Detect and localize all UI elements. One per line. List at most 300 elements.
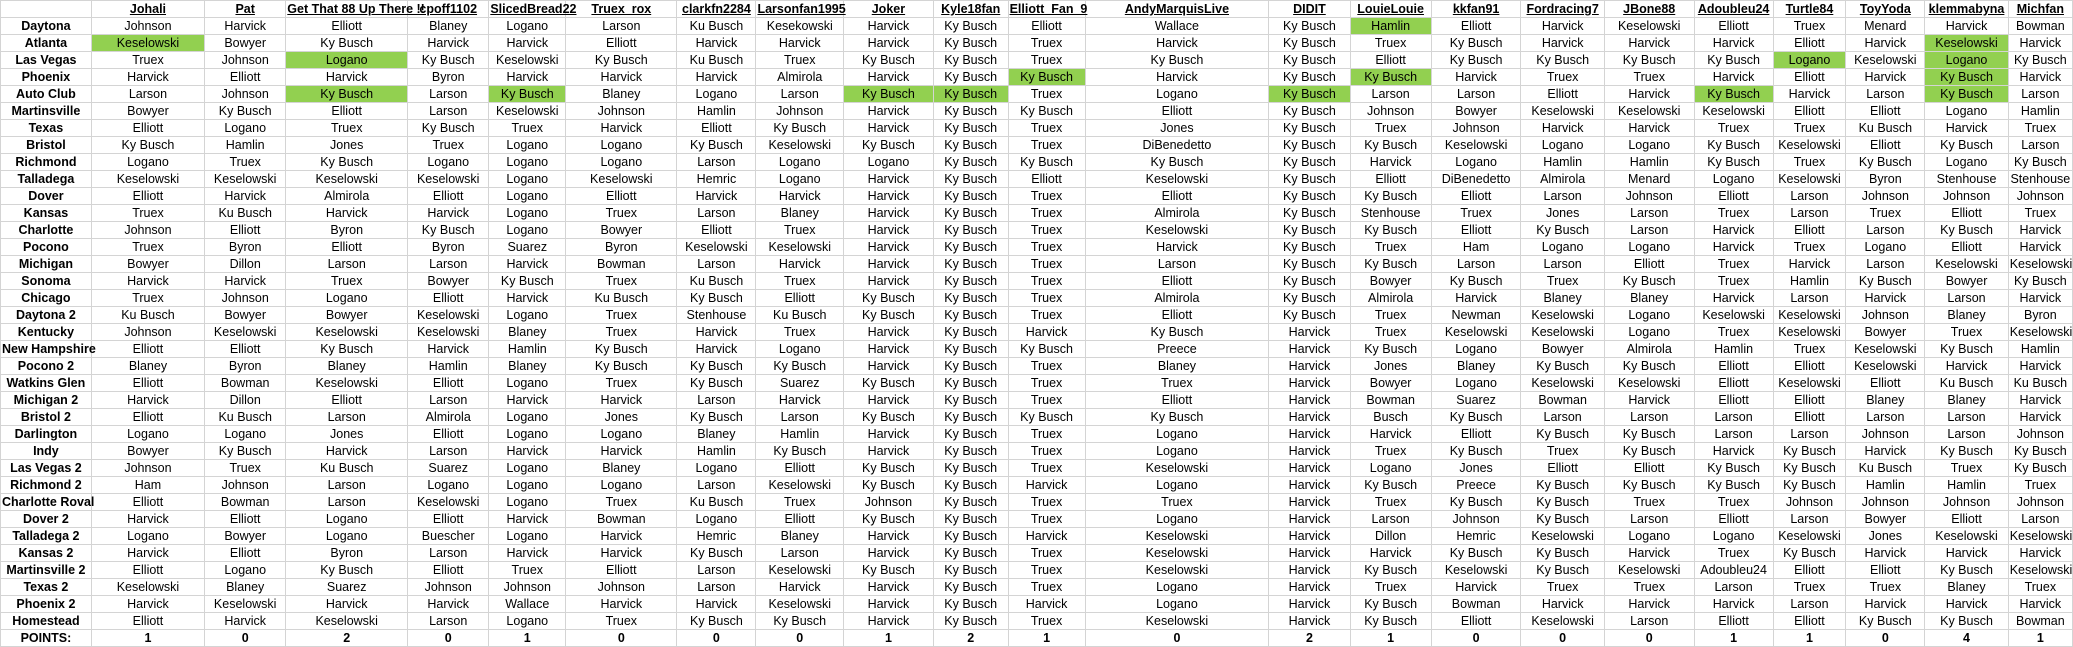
pick-cell[interactable]: Truex — [1925, 460, 2008, 477]
pick-cell[interactable]: Logano — [1431, 154, 1521, 171]
pick-cell[interactable]: Hemric — [1431, 528, 1521, 545]
pick-cell[interactable]: Larson — [1846, 256, 1925, 273]
pick-cell[interactable]: Byron — [2008, 307, 2072, 324]
pick-cell[interactable]: Larson — [408, 256, 489, 273]
pick-cell[interactable]: Logano — [489, 613, 566, 630]
pick-cell[interactable]: Keselowski — [408, 494, 489, 511]
pick-cell[interactable]: Elliott — [1085, 103, 1269, 120]
pick-cell[interactable]: Logano — [286, 290, 408, 307]
pick-cell[interactable]: Keselowski — [1085, 562, 1269, 579]
pick-cell[interactable]: Ky Busch — [1431, 443, 1521, 460]
pick-cell[interactable]: Bowman — [1350, 392, 1431, 409]
pick-cell[interactable]: Elliott — [1773, 392, 1846, 409]
pick-cell[interactable]: Ky Busch — [1604, 52, 1694, 69]
pick-cell[interactable]: Blaney — [489, 358, 566, 375]
pick-cell[interactable]: Ky Busch — [2008, 273, 2072, 290]
pick-cell[interactable]: Harvick — [1925, 18, 2008, 35]
pick-cell[interactable]: Larson — [1604, 613, 1694, 630]
pick-cell[interactable]: Truex — [1604, 69, 1694, 86]
pick-cell[interactable]: Stenhouse — [1925, 171, 2008, 188]
pick-cell[interactable]: Keselowski — [1604, 562, 1694, 579]
pick-cell[interactable]: Logano — [489, 154, 566, 171]
pick-cell[interactable]: Truex — [1521, 69, 1604, 86]
pick-cell[interactable]: Ky Busch — [933, 613, 1008, 630]
pick-cell[interactable]: Harvick — [844, 273, 934, 290]
pick-cell[interactable]: Harvick — [566, 545, 677, 562]
pick-cell[interactable]: Harvick — [286, 69, 408, 86]
pick-cell[interactable]: Keselowski — [205, 171, 286, 188]
pick-cell[interactable]: Bowyer — [91, 443, 204, 460]
pick-cell[interactable]: Ky Busch — [286, 341, 408, 358]
pick-cell[interactable]: Bowman — [1521, 392, 1604, 409]
pick-cell[interactable]: Jones — [1846, 528, 1925, 545]
pick-cell[interactable]: Logano — [408, 154, 489, 171]
points-cell[interactable]: 0 — [566, 630, 677, 647]
pick-cell[interactable]: Harvick — [844, 528, 934, 545]
pick-cell[interactable]: Truex — [566, 375, 677, 392]
pick-cell[interactable]: Elliott — [286, 18, 408, 35]
pick-cell[interactable]: Larson — [1773, 511, 1846, 528]
pick-cell[interactable]: Harvick — [489, 256, 566, 273]
pick-cell[interactable]: Johnson — [1431, 120, 1521, 137]
pick-cell[interactable]: Ky Busch — [1269, 290, 1350, 307]
pick-cell[interactable]: Buescher — [408, 528, 489, 545]
pick-cell[interactable]: Keselowski — [756, 477, 844, 494]
pick-cell[interactable]: Ky Busch — [844, 409, 934, 426]
pick-cell[interactable]: Johnson — [1846, 494, 1925, 511]
pick-cell[interactable]: Logano — [756, 171, 844, 188]
pick-cell[interactable]: Larson — [286, 477, 408, 494]
player-header[interactable]: Turtle84 — [1773, 1, 1846, 18]
pick-cell[interactable]: Elliott — [1694, 511, 1773, 528]
pick-cell[interactable]: Logano — [1604, 239, 1694, 256]
pick-cell[interactable]: Ky Busch — [756, 443, 844, 460]
pick-cell[interactable]: Ky Busch — [933, 307, 1008, 324]
pick-cell[interactable]: Harvick — [1085, 239, 1269, 256]
pick-cell[interactable]: Johnson — [91, 222, 204, 239]
pick-cell[interactable]: Ku Busch — [286, 460, 408, 477]
pick-cell[interactable]: Elliott — [566, 188, 677, 205]
pick-cell[interactable]: Logano — [489, 494, 566, 511]
pick-cell[interactable]: Larson — [1604, 205, 1694, 222]
pick-cell[interactable]: Larson — [2008, 511, 2072, 528]
pick-cell[interactable]: Keselowski — [1085, 171, 1269, 188]
pick-cell[interactable]: Keselowski — [1846, 52, 1925, 69]
pick-cell[interactable]: Harvick — [1431, 290, 1521, 307]
pick-cell[interactable]: Truex — [1773, 154, 1846, 171]
pick-cell[interactable]: Ky Busch — [1269, 205, 1350, 222]
pick-cell[interactable]: Elliott — [677, 120, 756, 137]
pick-cell[interactable]: Almirola — [408, 409, 489, 426]
pick-cell[interactable]: Ku Busch — [2008, 375, 2072, 392]
pick-cell[interactable]: Harvick — [677, 324, 756, 341]
pick-cell[interactable]: Harvick — [1431, 579, 1521, 596]
pick-cell[interactable]: Harvick — [1694, 222, 1773, 239]
pick-cell[interactable]: Bowyer — [1925, 273, 2008, 290]
pick-cell[interactable]: Truex — [566, 324, 677, 341]
pick-cell[interactable]: Keselowski — [1431, 137, 1521, 154]
pick-cell[interactable]: Keselowski — [1521, 613, 1604, 630]
race-name-cell[interactable]: Atlanta — [1, 35, 92, 52]
pick-cell[interactable]: Keselowski — [1773, 375, 1846, 392]
pick-cell[interactable]: Keselowski — [408, 307, 489, 324]
pick-cell[interactable]: Ku Busch — [1925, 375, 2008, 392]
pick-cell[interactable]: Truex — [1604, 579, 1694, 596]
pick-cell[interactable]: Logano — [91, 426, 204, 443]
pick-cell[interactable]: Logano — [91, 528, 204, 545]
pick-cell[interactable]: Almirola — [1350, 290, 1431, 307]
race-name-cell[interactable]: Charlotte — [1, 222, 92, 239]
pick-cell[interactable]: Ky Busch — [286, 154, 408, 171]
pick-cell[interactable]: Keselowski — [756, 239, 844, 256]
player-header[interactable]: Johali — [91, 1, 204, 18]
pick-cell[interactable]: Keselowski — [1521, 307, 1604, 324]
pick-cell[interactable]: Harvick — [1846, 35, 1925, 52]
pick-cell[interactable]: Ky Busch — [933, 171, 1008, 188]
pick-cell[interactable]: Keselowski — [91, 579, 204, 596]
pick-cell[interactable]: Elliott — [566, 35, 677, 52]
pick-cell[interactable]: Logano — [1085, 511, 1269, 528]
race-name-cell[interactable]: Texas — [1, 120, 92, 137]
pick-cell[interactable]: Truex — [1350, 120, 1431, 137]
race-name-cell[interactable]: Richmond — [1, 154, 92, 171]
pick-cell[interactable]: Logano — [489, 528, 566, 545]
pick-cell[interactable]: Truex — [2008, 120, 2072, 137]
pick-cell[interactable]: Elliott — [91, 613, 204, 630]
pick-cell[interactable]: Truex — [489, 120, 566, 137]
pick-cell[interactable]: Bowman — [205, 375, 286, 392]
pick-cell[interactable]: Truex — [1846, 205, 1925, 222]
pick-cell[interactable]: Logano — [205, 120, 286, 137]
pick-cell[interactable]: Harvick — [1846, 596, 1925, 613]
pick-cell[interactable]: Truex — [1008, 205, 1085, 222]
race-name-cell[interactable]: Kentucky — [1, 324, 92, 341]
pick-cell[interactable]: Jones — [286, 137, 408, 154]
pick-cell[interactable]: Harvick — [91, 69, 204, 86]
pick-cell[interactable]: Ky Busch — [677, 290, 756, 307]
pick-cell[interactable]: Harvick — [1846, 545, 1925, 562]
pick-cell[interactable]: Ky Busch — [933, 426, 1008, 443]
pick-cell[interactable]: Blaney — [1521, 290, 1604, 307]
pick-cell[interactable]: Blaney — [205, 579, 286, 596]
pick-cell[interactable]: Truex — [1846, 579, 1925, 596]
pick-cell[interactable]: Harvick — [489, 35, 566, 52]
race-name-cell[interactable]: Talladega 2 — [1, 528, 92, 545]
pick-cell[interactable]: Harvick — [408, 205, 489, 222]
race-name-cell[interactable]: Phoenix — [1, 69, 92, 86]
pick-cell[interactable]: DiBenedetto — [1085, 137, 1269, 154]
pick-cell[interactable]: Ky Busch — [1269, 69, 1350, 86]
race-name-cell[interactable]: Watkins Glen — [1, 375, 92, 392]
pick-cell[interactable]: Harvick — [844, 613, 934, 630]
pick-cell[interactable]: Hamlin — [2008, 341, 2072, 358]
race-name-cell[interactable]: Homestead — [1, 613, 92, 630]
pick-cell[interactable]: Bowyer — [286, 307, 408, 324]
pick-cell[interactable]: Keselowski — [1431, 562, 1521, 579]
pick-cell[interactable]: Ky Busch — [566, 341, 677, 358]
pick-cell[interactable]: Harvick — [1925, 596, 2008, 613]
player-header[interactable]: Kyle18fan — [933, 1, 1008, 18]
pick-cell[interactable]: Harvick — [844, 392, 934, 409]
pick-cell[interactable]: Ky Busch — [1085, 52, 1269, 69]
pick-cell[interactable]: Ky Busch — [1431, 52, 1521, 69]
pick-cell[interactable]: Harvick — [844, 69, 934, 86]
pick-cell[interactable]: Adoubleu24 — [1694, 562, 1773, 579]
race-name-cell[interactable]: Kansas 2 — [1, 545, 92, 562]
pick-cell[interactable]: Larson — [1694, 409, 1773, 426]
pick-cell[interactable]: Ky Busch — [1694, 52, 1773, 69]
pick-cell[interactable]: Elliott — [566, 562, 677, 579]
pick-cell[interactable]: Jones — [1085, 120, 1269, 137]
pick-cell[interactable]: Ky Busch — [1925, 69, 2008, 86]
pick-cell[interactable]: Elliott — [91, 375, 204, 392]
pick-cell[interactable]: Logano — [91, 154, 204, 171]
pick-cell[interactable]: Truex — [1008, 120, 1085, 137]
pick-cell[interactable]: Truex — [1773, 579, 1846, 596]
pick-cell[interactable]: Almirola — [1521, 171, 1604, 188]
pick-cell[interactable]: Harvick — [1925, 358, 2008, 375]
pick-cell[interactable]: Truex — [756, 222, 844, 239]
pick-cell[interactable]: Harvick — [1269, 494, 1350, 511]
pick-cell[interactable]: Elliott — [1085, 273, 1269, 290]
pick-cell[interactable]: Larson — [1521, 256, 1604, 273]
pick-cell[interactable]: Ky Busch — [844, 375, 934, 392]
pick-cell[interactable]: Bowyer — [566, 222, 677, 239]
pick-cell[interactable]: Elliott — [1846, 103, 1925, 120]
pick-cell[interactable]: Johnson — [205, 290, 286, 307]
pick-cell[interactable]: Ky Busch — [205, 443, 286, 460]
pick-cell[interactable]: Elliott — [91, 494, 204, 511]
pick-cell[interactable]: Elliott — [1431, 222, 1521, 239]
pick-cell[interactable]: Ky Busch — [1269, 188, 1350, 205]
pick-cell[interactable]: Harvick — [2008, 222, 2072, 239]
pick-cell[interactable]: Elliott — [91, 341, 204, 358]
pick-cell[interactable]: Truex — [91, 290, 204, 307]
pick-cell[interactable]: Ku Busch — [677, 494, 756, 511]
pick-cell[interactable]: Larson — [1350, 511, 1431, 528]
pick-cell[interactable]: DiBenedetto — [1431, 171, 1521, 188]
pick-cell[interactable]: Harvick — [1521, 18, 1604, 35]
pick-cell[interactable]: Wallace — [1085, 18, 1269, 35]
pick-cell[interactable]: Elliott — [1431, 188, 1521, 205]
pick-cell[interactable]: Keselowski — [1604, 375, 1694, 392]
pick-cell[interactable]: Harvick — [1008, 477, 1085, 494]
pick-cell[interactable]: Harvick — [1604, 596, 1694, 613]
pick-cell[interactable]: Ky Busch — [1085, 409, 1269, 426]
pick-cell[interactable]: Blaney — [489, 324, 566, 341]
pick-cell[interactable]: Harvick — [91, 273, 204, 290]
pick-cell[interactable]: Ky Busch — [1521, 562, 1604, 579]
player-header[interactable]: Adoubleu24 — [1694, 1, 1773, 18]
race-name-cell[interactable]: Dover — [1, 188, 92, 205]
pick-cell[interactable]: Logano — [489, 205, 566, 222]
points-cell[interactable]: 1 — [2008, 630, 2072, 647]
pick-cell[interactable]: Truex — [2008, 579, 2072, 596]
points-cell[interactable]: 0 — [677, 630, 756, 647]
pick-cell[interactable]: Ky Busch — [2008, 52, 2072, 69]
pick-cell[interactable]: Harvick — [1604, 86, 1694, 103]
pick-cell[interactable]: Harvick — [489, 290, 566, 307]
pick-cell[interactable]: Logano — [489, 137, 566, 154]
pick-cell[interactable]: Logano — [756, 341, 844, 358]
pick-cell[interactable]: Keselowski — [1925, 35, 2008, 52]
pick-cell[interactable]: Johnson — [91, 460, 204, 477]
pick-cell[interactable]: Ky Busch — [933, 596, 1008, 613]
pick-cell[interactable]: Elliott — [756, 511, 844, 528]
pick-cell[interactable]: Ky Busch — [1846, 154, 1925, 171]
pick-cell[interactable]: Keselowski — [1085, 545, 1269, 562]
pick-cell[interactable]: Keselowski — [1846, 358, 1925, 375]
pick-cell[interactable]: Harvick — [1269, 375, 1350, 392]
pick-cell[interactable]: Larson — [1085, 256, 1269, 273]
race-name-cell[interactable]: Daytona — [1, 18, 92, 35]
pick-cell[interactable]: Harvick — [1925, 545, 2008, 562]
pick-cell[interactable]: Harvick — [1521, 35, 1604, 52]
pick-cell[interactable]: Logano — [756, 154, 844, 171]
pick-cell[interactable]: Logano — [489, 171, 566, 188]
pick-cell[interactable]: Harvick — [1694, 69, 1773, 86]
pick-cell[interactable]: Ky Busch — [933, 256, 1008, 273]
pick-cell[interactable]: Preece — [1085, 341, 1269, 358]
pick-cell[interactable]: Ky Busch — [1694, 477, 1773, 494]
pick-cell[interactable]: Logano — [1085, 579, 1269, 596]
player-header[interactable]: DIDIT — [1269, 1, 1350, 18]
pick-cell[interactable]: Bowyer — [1521, 341, 1604, 358]
pick-cell[interactable]: Larson — [1925, 426, 2008, 443]
pick-cell[interactable]: Harvick — [844, 239, 934, 256]
race-name-cell[interactable]: Michigan — [1, 256, 92, 273]
pick-cell[interactable]: Hamlin — [1694, 341, 1773, 358]
pick-cell[interactable]: Blaney — [1085, 358, 1269, 375]
pick-cell[interactable]: Elliott — [1846, 562, 1925, 579]
pick-cell[interactable]: Truex — [1694, 545, 1773, 562]
pick-cell[interactable]: Ku Busch — [677, 273, 756, 290]
pick-cell[interactable]: Harvick — [844, 171, 934, 188]
pick-cell[interactable]: Larson — [1604, 222, 1694, 239]
pick-cell[interactable]: Ky Busch — [933, 324, 1008, 341]
pick-cell[interactable]: Harvick — [566, 528, 677, 545]
player-header[interactable]: klemmabyna — [1925, 1, 2008, 18]
pick-cell[interactable]: Truex — [91, 52, 204, 69]
pick-cell[interactable]: Truex — [1008, 256, 1085, 273]
pick-cell[interactable]: Truex — [1350, 239, 1431, 256]
pick-cell[interactable]: Ky Busch — [933, 205, 1008, 222]
pick-cell[interactable]: Larson — [1925, 409, 2008, 426]
pick-cell[interactable]: Ky Busch — [933, 477, 1008, 494]
pick-cell[interactable]: Keselowski — [489, 103, 566, 120]
pick-cell[interactable]: Truex — [1773, 341, 1846, 358]
pick-cell[interactable]: Ky Busch — [933, 52, 1008, 69]
pick-cell[interactable]: Ky Busch — [1925, 137, 2008, 154]
pick-cell[interactable]: Hamlin — [1925, 477, 2008, 494]
pick-cell[interactable]: Blaney — [1925, 307, 2008, 324]
pick-cell[interactable]: Keselowski — [91, 35, 204, 52]
pick-cell[interactable]: Ky Busch — [1604, 358, 1694, 375]
pick-cell[interactable]: Truex — [1008, 35, 1085, 52]
pick-cell[interactable]: Harvick — [489, 443, 566, 460]
pick-cell[interactable]: Suarez — [489, 239, 566, 256]
pick-cell[interactable]: Elliott — [756, 460, 844, 477]
pick-cell[interactable]: Ky Busch — [1269, 307, 1350, 324]
pick-cell[interactable]: Blaney — [677, 426, 756, 443]
pick-cell[interactable]: Keselowski — [1694, 103, 1773, 120]
pick-cell[interactable]: Ky Busch — [933, 375, 1008, 392]
pick-cell[interactable]: Logano — [205, 426, 286, 443]
pick-cell[interactable]: Blaney — [1846, 392, 1925, 409]
pick-cell[interactable]: Elliott — [91, 188, 204, 205]
race-name-cell[interactable]: Charlotte Roval — [2, 495, 95, 509]
pick-cell[interactable]: Harvick — [1269, 358, 1350, 375]
pick-cell[interactable]: Harvick — [1694, 290, 1773, 307]
pick-cell[interactable]: Keselowski — [1694, 307, 1773, 324]
pick-cell[interactable]: Hamlin — [1604, 154, 1694, 171]
points-cell[interactable]: 2 — [933, 630, 1008, 647]
pick-cell[interactable]: Truex — [1694, 324, 1773, 341]
pick-cell[interactable]: Elliott — [408, 375, 489, 392]
pick-cell[interactable]: Truex — [1008, 426, 1085, 443]
pick-cell[interactable]: Ky Busch — [286, 35, 408, 52]
pick-cell[interactable]: Harvick — [1846, 443, 1925, 460]
pick-cell[interactable]: Elliott — [1431, 613, 1521, 630]
pick-cell[interactable]: Menard — [1846, 18, 1925, 35]
pick-cell[interactable]: Harvick — [1773, 86, 1846, 103]
pick-cell[interactable]: Jones — [1521, 205, 1604, 222]
pick-cell[interactable]: Elliott — [408, 290, 489, 307]
pick-cell[interactable]: Kesekowski — [756, 18, 844, 35]
pick-cell[interactable]: Logano — [1604, 324, 1694, 341]
pick-cell[interactable]: Ky Busch — [1008, 154, 1085, 171]
pick-cell[interactable]: Ky Busch — [1925, 341, 2008, 358]
race-name-cell[interactable]: Bristol 2 — [1, 409, 92, 426]
pick-cell[interactable]: Harvick — [1846, 290, 1925, 307]
pick-cell[interactable]: Harvick — [1350, 545, 1431, 562]
pick-cell[interactable]: Byron — [408, 69, 489, 86]
pick-cell[interactable]: Truex — [1008, 307, 1085, 324]
pick-cell[interactable]: Ky Busch — [1008, 103, 1085, 120]
pick-cell[interactable]: Harvick — [1008, 324, 1085, 341]
points-label-cell[interactable]: POINTS: — [1, 630, 92, 647]
pick-cell[interactable]: Ky Busch — [1773, 443, 1846, 460]
pick-cell[interactable]: Ku Busch — [205, 409, 286, 426]
pick-cell[interactable]: Truex — [1925, 324, 2008, 341]
pick-cell[interactable]: Ky Busch — [286, 86, 408, 103]
pick-cell[interactable]: Ky Busch — [286, 562, 408, 579]
pick-cell[interactable]: Larson — [1925, 290, 2008, 307]
pick-cell[interactable]: Larson — [286, 494, 408, 511]
pick-cell[interactable]: Truex — [566, 494, 677, 511]
pick-cell[interactable]: Harvick — [1269, 443, 1350, 460]
pick-cell[interactable]: Logano — [1604, 528, 1694, 545]
pick-cell[interactable]: Johnson — [1350, 103, 1431, 120]
pick-cell[interactable]: Blaney — [1604, 290, 1694, 307]
pick-cell[interactable]: Ky Busch — [1269, 256, 1350, 273]
pick-cell[interactable]: Harvick — [566, 120, 677, 137]
pick-cell[interactable]: Truex — [1085, 375, 1269, 392]
player-header[interactable]: kkfan91 — [1431, 1, 1521, 18]
pick-cell[interactable]: Harvick — [1694, 596, 1773, 613]
pick-cell[interactable]: Bowyer — [1350, 273, 1431, 290]
pick-cell[interactable]: Logano — [844, 154, 934, 171]
pick-cell[interactable]: Larson — [1431, 256, 1521, 273]
pick-cell[interactable]: Harvick — [205, 613, 286, 630]
pick-cell[interactable]: Keselowski — [1773, 137, 1846, 154]
pick-cell[interactable]: Harvick — [91, 545, 204, 562]
pick-cell[interactable]: Larson — [677, 392, 756, 409]
pick-cell[interactable]: Ky Busch — [489, 273, 566, 290]
pick-cell[interactable]: Ky Busch — [933, 443, 1008, 460]
pick-cell[interactable]: Harvick — [1773, 256, 1846, 273]
pick-cell[interactable]: Ky Busch — [1694, 86, 1773, 103]
